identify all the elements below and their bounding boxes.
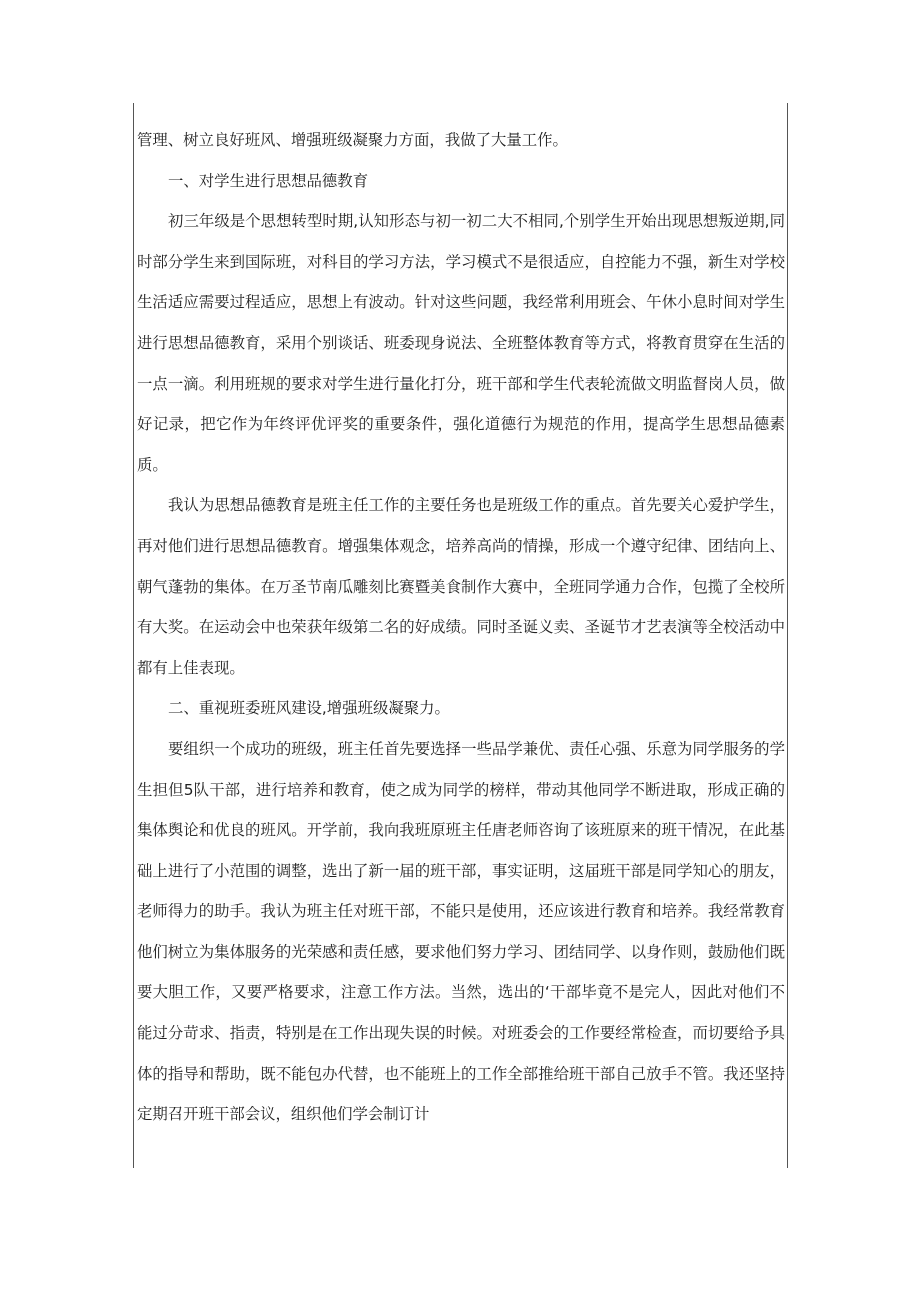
section-heading-2: 二、重视班委班风建设,增强班级凝聚力。 [168,699,450,718]
section-heading-1: 一、对学生进行思想品德教育 [168,171,369,190]
paragraph-continuation: 管理、树立良好班风、增强班级凝聚力方面，我做了大量工作。 [137,131,568,149]
document-body [137,120,785,1135]
left-border-rule [133,103,134,1168]
paragraph-moral-education-importance: 我认为思想品德教育是班主任工作的主要任务也是班级工作的重点。首先要关心爱护学生，再对他们进行思想品德教育。增强集体观念，培养高尚的情操，形成一个遵守纪律、团结向上、朝气蓬勃的集体。在万圣节南瓜雕刻比赛暨美食制作大赛中，全班同学通力合作，包揽了全校所有大奖。在运动会中也荣获年级第二名的好成绩。同时圣诞义卖、圣诞节才艺表演等全校活动中都有上佳表现。 [137,496,785,677]
right-border-rule [787,103,788,1168]
paragraph-class-committee: 要组织一个成功的班级，班主任首先要选择一些品学兼优、责任心强、乐意为同学服务的学生担但5队干部，进行培养和教育，使之成为同学的榜样，带动其他同学不断进取，形成正确的集体舆论和优良的班风。开学前，我向我班原班主任唐老师咨询了该班原来的班干情况，在此基础上进行了小范围的调整，选出了新一届的班干部，事实证明，这届班干部是同学知心的朋友，老师得力的助手。我认为班主任对班干部，不能只是使用，还应该进行教育和培养。我经常教育他们树立为集体服务的光荣感和责任感，要求他们努力学习、团结同学、以身作则，鼓励他们既要大胆工作，又要严格要求，注意工作方法。当然，选出的‘干部毕竟不是完人，因此对他们不能过分苛求、指责，特别是在工作出现失误的时候。对班委会的工作要经常检查，而切要给予具体的指导和帮助，既不能包办代替，也不能班上的工作全部推给班干部自己放手不管。我还坚持定期召开班干部会议，组织他们学会制订计 [137,739,785,1124]
paragraph-moral-education: 初三年级是个思想转型时期,认知形态与初一初二大不相同,个别学生开始出现思想叛逆期,同时部分学生来到国际班，对科目的学习方法，学习模式不是很适应，自控能力不强，新生对学校生活适应需要过程适应，思想上有波动。针对这些问题，我经常利用班会、午休小息时间对学生进行思想品德教育，采用个别谈话、班委现身说法、全班整体教育等方式，将教育贯穿在生活的一点一滴。利用班规的要求对学生进行量化打分，班干部和学生代表轮流做文明监督岗人员，做好记录，把它作为年终评优评奖的重要条件，强化道德行为规范的作用，提高学生思想品德素质。 [137,212,785,474]
